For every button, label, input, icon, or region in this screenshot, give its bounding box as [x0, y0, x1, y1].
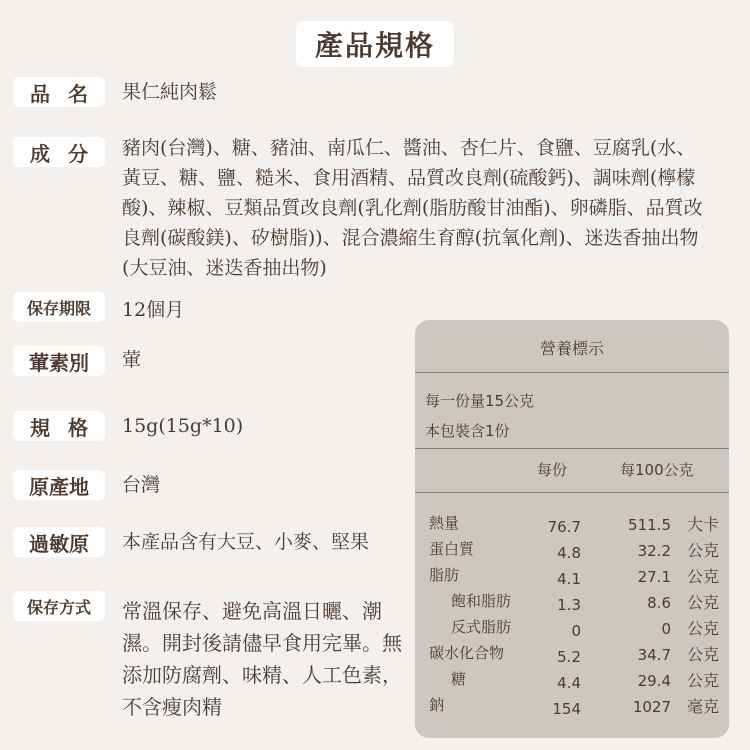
storage-text: 常溫保存、避免高溫日曬、潮濕。開封後請儘早食用完畢。無添加防腐劑、味精、人工色素，不含瘦肉精 [122, 599, 402, 719]
per-serving-value: 0 [571, 622, 581, 640]
per-100g-value: 34.7 [637, 646, 671, 664]
nutrition-panel [415, 320, 729, 738]
per-serving-value: 154 [552, 700, 581, 718]
unit-label: 公克 [687, 541, 720, 560]
nutrient-name: 蛋白質 [429, 540, 475, 558]
nutrition-row [415, 616, 729, 642]
unit-label: 公克 [687, 567, 720, 586]
per-serving-value: 76.7 [547, 518, 581, 536]
nutrition-row [415, 538, 729, 564]
per-100g-value: 511.5 [628, 516, 671, 534]
diet-label: 葷素別 [13, 346, 105, 376]
col-header-per-serving: 每份 [537, 461, 568, 479]
nutrient-name: 鈉 [429, 696, 445, 714]
nutrition-row [415, 564, 729, 590]
nutrient-name: 糖 [451, 670, 467, 688]
shelf-life-label: 保存期限 [13, 292, 105, 322]
divider [415, 492, 729, 493]
nutrition-row [415, 590, 729, 616]
nutrition-row [415, 642, 729, 668]
col-header-per-100g: 每100公克 [620, 461, 694, 479]
unit-label: 公克 [687, 671, 720, 690]
storage-label: 保存方式 [13, 591, 105, 621]
ingredients-text: 豬肉(台灣)、糖、豬油、南瓜仁、醬油、杏仁片、食鹽、豆腐乳(水、黃豆、糖、鹽、糙米、食用酒精、品質改良劑(硫酸鈣)、調味劑(檸檬酸)、辣椒、豆類品質改良劑(乳化劑(脂肪酸甘油酯)、卵磷脂、品質改良劑(碳酸鎂)、矽樹脂))、混合濃縮生育醇(抗氧化劑)、迷迭香抽出物(大豆油、迷迭香抽出物) [122, 137, 703, 279]
allergen-label: 過敏原 [13, 527, 105, 557]
per-100g-value: 27.1 [637, 568, 671, 586]
product-name: 果仁純肉鬆 [122, 81, 218, 103]
shelf-life-value: 12個月 [122, 299, 185, 321]
size-label: 規格 [13, 411, 105, 441]
per-100g-value: 29.4 [637, 672, 671, 690]
per-serving-value: 4.8 [557, 544, 581, 562]
origin-label: 原產地 [13, 470, 105, 500]
size-value: 15g(15g*10) [122, 415, 244, 437]
name-label: 品名 [13, 77, 105, 107]
per-serving-value: 4.4 [557, 674, 581, 692]
per-100g-value: 8.6 [647, 594, 671, 612]
nutrient-name: 脂肪 [429, 566, 460, 584]
servings-per-package: 本包裝含1份 [425, 422, 510, 440]
nutrient-name: 碳水化合物 [429, 644, 505, 662]
per-100g-value: 32.2 [637, 542, 671, 560]
per-serving-value: 5.2 [557, 648, 581, 666]
nutrient-name: 熱量 [429, 514, 460, 532]
nutrient-name: 反式脂肪 [451, 618, 512, 636]
serving-size: 每一份量15公克 [425, 392, 535, 410]
diet-value: 葷 [122, 349, 142, 371]
unit-label: 大卡 [687, 515, 720, 534]
per-serving-value: 1.3 [557, 596, 581, 614]
unit-label: 公克 [687, 619, 720, 638]
nutrition-row [415, 694, 729, 720]
ingredients-label: 成分 [13, 137, 105, 167]
per-100g-value: 0 [661, 620, 671, 638]
nutrition-title: 營養標示 [539, 339, 604, 358]
per-serving-value: 4.1 [557, 570, 581, 588]
nutrient-name: 飽和脂肪 [451, 592, 512, 610]
origin-value: 台灣 [122, 474, 161, 496]
unit-label: 毫克 [687, 697, 720, 716]
nutrition-row [415, 668, 729, 694]
nutrition-row [415, 512, 729, 538]
divider [415, 372, 729, 373]
divider [415, 448, 729, 449]
unit-label: 公克 [687, 645, 720, 664]
allergen-value: 本產品含有大豆、小麥、堅果 [122, 531, 370, 553]
per-100g-value: 1027 [632, 698, 671, 716]
page-title: 產品規格 [296, 21, 454, 67]
unit-label: 公克 [687, 593, 720, 612]
